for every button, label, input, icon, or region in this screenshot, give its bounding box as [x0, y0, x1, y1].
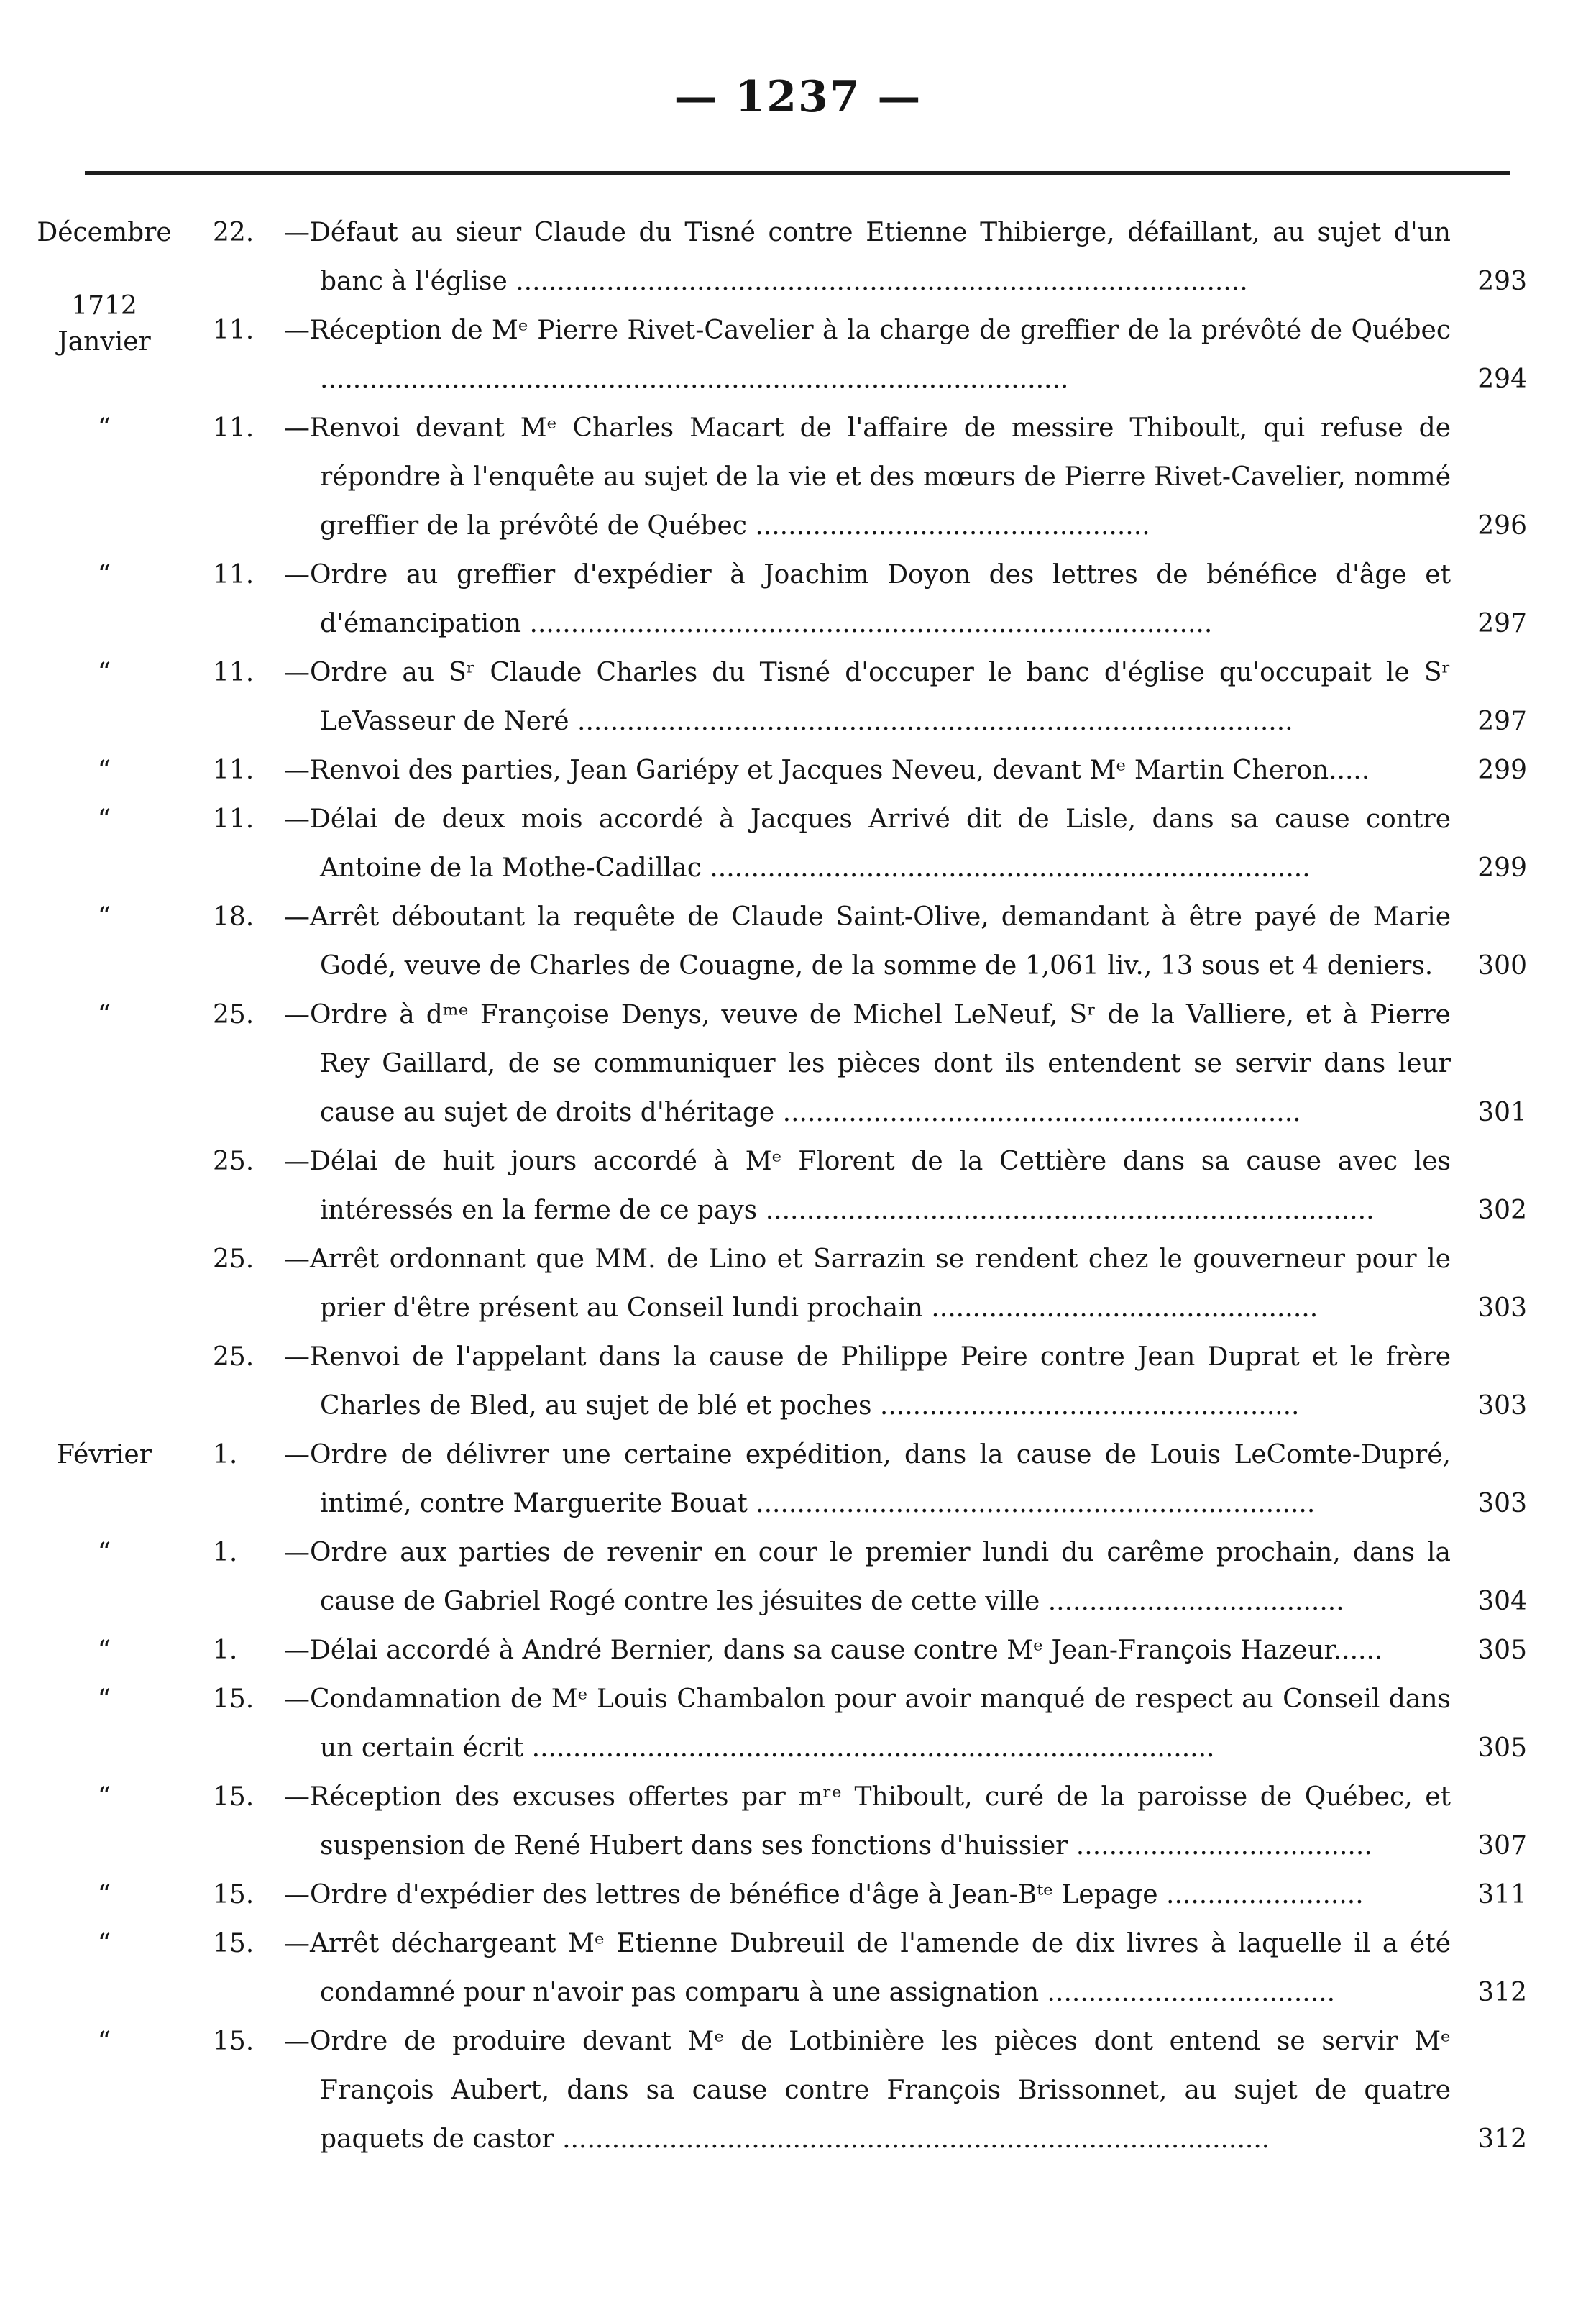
index-entry	[0, 1431, 1596, 1528]
entry-day: 15.	[213, 2027, 254, 2056]
entry-day: 15.	[213, 1684, 254, 1714]
index-entry	[0, 551, 1596, 648]
entry-month: “	[97, 2027, 111, 2056]
entry-page-ref: 303	[1477, 1293, 1527, 1323]
index-entry	[0, 1773, 1596, 1871]
entry-month: Décembre	[37, 218, 172, 247]
entry-day: 18.	[213, 902, 254, 932]
entry-text: —Condamnation de Mᵉ Louis Chambalon pour avoir manqué de respect au Conseil dans un certain écrit ...................................................................................	[284, 1684, 1451, 1763]
index-entry	[0, 1333, 1596, 1431]
index-entry	[0, 1675, 1596, 1773]
entry-day: 25.	[213, 1342, 254, 1372]
entry-month: “	[97, 804, 111, 834]
entry-text: —Renvoi de l'appelant dans la cause de Philippe Peire contre Jean Duprat et le frère Charles de Bled, au sujet de blé et poches ...................................................	[284, 1342, 1451, 1421]
entry-text: —Délai de huit jours accordé à Mᵉ Florent de la Cettière dans sa cause avec les intéressés en la ferme de ce pays ..........................................................................	[284, 1147, 1451, 1225]
entry-month: “	[97, 658, 111, 687]
entry-day: 11.	[213, 560, 254, 590]
page-number: — 1237 —	[674, 72, 922, 122]
entry-month: “	[97, 1684, 111, 1714]
entry-day: 11.	[213, 756, 254, 785]
index-entry	[0, 795, 1596, 893]
entry-page-ref: 297	[1477, 609, 1527, 638]
entry-day: 1.	[213, 1636, 238, 1665]
entry-month: “	[97, 756, 111, 785]
entry-text: —Renvoi des parties, Jean Gariépy et Jacques Neveu, devant Mᵉ Martin Cheron.....	[284, 756, 1370, 785]
entry-text: —Arrêt déboutant la requête de Claude Saint-Olive, demandant à être payé de Marie Godé, veuve de Charles de Couagne, de la somme de 1,061 liv., 13 sous et 4 deniers.	[284, 902, 1451, 981]
entry-text: —Ordre de délivrer une certaine expédition, dans la cause de Louis LeComte-Dupré, intimé, contre Marguerite Bouat ....................................................................	[284, 1440, 1451, 1518]
entry-page-ref: 311	[1477, 1880, 1527, 1909]
entry-page-ref: 307	[1477, 1831, 1527, 1861]
entry-text: —Ordre à dᵐᵉ Françoise Denys, veuve de Michel LeNeuf, Sʳ de la Valliere, et à Pierre Rey Gaillard, de se communiquer les pièces dont ils entendent se servir dans leur cause au sujet de droits d'héritage ...............................................................	[284, 1000, 1451, 1127]
entry-month: “	[97, 1880, 111, 1909]
entry-month: “	[97, 1782, 111, 1812]
entry-text: —Arrêt déchargeant Mᵉ Etienne Dubreuil de l'amende de dix livres à laquelle il a été condamné pour n'avoir pas comparu à une assignation ...................................	[284, 1929, 1451, 2007]
entry-day: 22.	[213, 218, 254, 247]
entry-day: 11.	[213, 804, 254, 834]
entry-text: —Réception de Mᵉ Pierre Rivet-Cavelier à la charge de greffier de la prévôté de Québec ...........................................................................................	[284, 316, 1451, 394]
entry-month	[22, 288, 187, 360]
entry-day: 25.	[213, 1147, 254, 1176]
index-entry	[0, 291, 1596, 404]
index-entry	[0, 1626, 1596, 1675]
entry-day: 25.	[213, 1000, 254, 1030]
entry-page-ref: 305	[1477, 1636, 1527, 1665]
index-entry	[0, 2017, 1596, 2164]
entry-day: 1.	[213, 1538, 238, 1567]
entry-page-ref: 293	[1477, 267, 1527, 296]
entry-month-label: Janvier	[58, 327, 151, 357]
entry-text: —Ordre de produire devant Mᵉ de Lotbinière les pièces dont entend se servir Mᵉ François Aubert, dans sa cause contre François Brissonnet, au sujet de quatre paquets de castor ......................................................................................	[284, 2027, 1451, 2154]
index-entry	[0, 208, 1596, 306]
index-entry	[0, 1235, 1596, 1333]
entry-page-ref: 303	[1477, 1391, 1527, 1421]
entry-text: —Réception des excuses offertes par mʳᵉ Thiboult, curé de la paroisse de Québec, et suspension de René Hubert dans ses fonctions d'huissier ....................................	[284, 1782, 1451, 1861]
entry-page-ref: 304	[1477, 1587, 1527, 1616]
entry-month: “	[97, 413, 111, 443]
entry-month: “	[97, 1929, 111, 1958]
entry-page-ref: 297	[1477, 707, 1527, 736]
entry-page-ref: 294	[1477, 364, 1527, 394]
entry-day: 15.	[213, 1929, 254, 1958]
index-entries	[0, 208, 1596, 2164]
entry-page-ref: 302	[1477, 1196, 1527, 1225]
entry-text: —Ordre au Sʳ Claude Charles du Tisné d'occuper le banc d'église qu'occupait le Sʳ LeVasseur de Neré .......................................................................................	[284, 658, 1451, 736]
entry-page-ref: 299	[1477, 756, 1527, 785]
entry-month: “	[97, 1636, 111, 1665]
entry-month: “	[97, 560, 111, 590]
entry-month: Février	[57, 1440, 152, 1469]
entry-page-ref: 303	[1477, 1489, 1527, 1518]
entry-day: 15.	[213, 1880, 254, 1909]
entry-month: “	[97, 1538, 111, 1567]
entry-day: 11.	[213, 658, 254, 687]
entry-day: 1.	[213, 1440, 238, 1469]
entry-day: 11.	[213, 316, 254, 345]
entry-text: —Ordre aux parties de revenir en cour le premier lundi du carême prochain, dans la cause de Gabriel Rogé contre les jésuites de cette ville ....................................	[284, 1538, 1451, 1616]
entry-day: 25.	[213, 1244, 254, 1274]
entry-page-ref: 305	[1477, 1733, 1527, 1763]
entry-text: —Ordre d'expédier des lettres de bénéfice d'âge à Jean-Bᵗᵉ Lepage ........................	[284, 1880, 1364, 1909]
index-entry	[0, 404, 1596, 551]
index-entry	[0, 648, 1596, 746]
entry-month: “	[97, 902, 111, 932]
index-entry	[0, 1528, 1596, 1626]
entry-year: 1712	[71, 291, 137, 321]
header-rule	[85, 171, 1510, 175]
entry-text: —Délai de deux mois accordé à Jacques Arrivé dit de Lisle, dans sa cause contre Antoine de la Mothe-Cadillac .........................................................................	[284, 804, 1451, 883]
entry-page-ref: 299	[1477, 853, 1527, 883]
entry-text: —Délai accordé à André Bernier, dans sa cause contre Mᵉ Jean-François Hazeur......	[284, 1636, 1383, 1665]
entry-page-ref: 300	[1477, 951, 1527, 981]
entry-text: —Arrêt ordonnant que MM. de Lino et Sarrazin se rendent chez le gouverneur pour le prier d'être présent au Conseil lundi prochain ...............................................	[284, 1244, 1451, 1323]
entry-text: —Défaut au sieur Claude du Tisné contre Etienne Thibierge, défaillant, au sujet d'un banc à l'église .........................................................................................	[284, 218, 1451, 296]
entry-page-ref: 312	[1477, 1978, 1527, 2007]
entry-page-ref: 296	[1477, 511, 1527, 541]
entry-page-ref: 312	[1477, 2124, 1527, 2154]
entry-text: —Ordre au greffier d'expédier à Joachim Doyon des lettres de bénéfice d'âge et d'émancipation ...................................................................................	[284, 560, 1451, 638]
entry-month: “	[97, 1000, 111, 1030]
index-entry	[0, 1871, 1596, 1920]
index-entry	[0, 1920, 1596, 2017]
index-entry	[0, 991, 1596, 1137]
index-entry	[0, 1137, 1596, 1235]
entry-text: —Renvoi devant Mᵉ Charles Macart de l'affaire de messire Thiboult, qui refuse de répondre à l'enquête au sujet de la vie et des mœurs de Pierre Rivet-Cavelier, nommé greffier de la prévôté de Québec ................................................	[284, 413, 1451, 541]
entry-day: 11.	[213, 413, 254, 443]
index-entry	[0, 746, 1596, 795]
entry-day: 15.	[213, 1782, 254, 1812]
index-entry	[0, 893, 1596, 991]
entry-page-ref: 301	[1477, 1098, 1527, 1127]
